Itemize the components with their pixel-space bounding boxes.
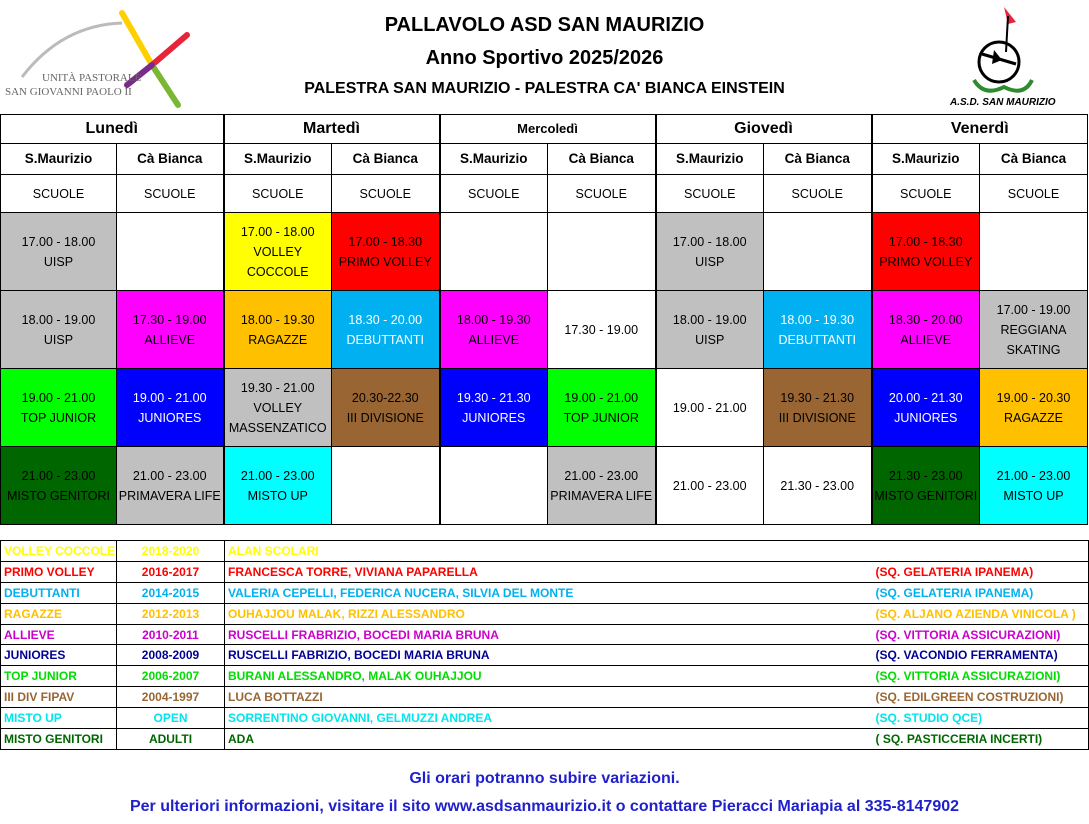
legend-team: VOLLEY COCCOLE bbox=[1, 541, 117, 562]
scuole-cell: SCUOLE bbox=[332, 175, 440, 213]
site-header: Cà Bianca bbox=[980, 144, 1088, 175]
slot-team: REGGIANA bbox=[1000, 322, 1067, 337]
schedule-cell bbox=[117, 291, 224, 369]
legend-row bbox=[1, 541, 1089, 562]
slot-team: PRIMO VOLLEY bbox=[879, 254, 973, 269]
scuole-cell: SCUOLE bbox=[656, 175, 764, 213]
legend-years: 2004-1997 bbox=[117, 687, 225, 708]
slot-time: 21.00 - 23.00 bbox=[240, 468, 315, 483]
day-header: Giovedì bbox=[656, 115, 872, 144]
schedule-cell bbox=[548, 447, 656, 525]
scuole-cell: SCUOLE bbox=[1, 175, 117, 213]
slot-time: 19.00 - 20.30 bbox=[996, 390, 1071, 405]
slot-team: VOLLEY bbox=[253, 400, 303, 415]
slot-team: COCCOLE bbox=[246, 264, 309, 279]
teams-legend-table bbox=[0, 540, 1089, 750]
slot-time: 20.00 - 21.30 bbox=[888, 390, 963, 405]
legend-years: 2012-2013 bbox=[117, 603, 225, 624]
slot-team: JUNIORES bbox=[894, 410, 958, 425]
days-row bbox=[1, 115, 1088, 144]
slot-team: JUNIORES bbox=[138, 410, 202, 425]
day-header: Lunedì bbox=[1, 115, 224, 144]
footer-notice: Gli orari potranno subire variazioni. bbox=[409, 770, 680, 787]
slot-time: 19.00 - 21.00 bbox=[564, 390, 639, 405]
schedule-cell bbox=[224, 447, 332, 525]
time-slot-row bbox=[1, 291, 1088, 369]
legend-row bbox=[1, 645, 1089, 666]
slot-team: UISP bbox=[43, 332, 74, 347]
legend-years: 2014-2015 bbox=[117, 582, 225, 603]
schedule-cell bbox=[656, 369, 764, 447]
slot-time: 21.30 - 23.00 bbox=[888, 468, 963, 483]
legend-sponsor: (SQ. STUDIO QCE) bbox=[873, 708, 1089, 729]
schedule-cell bbox=[548, 369, 656, 447]
schedule-cell bbox=[980, 291, 1088, 369]
site-header: S.Maurizio bbox=[1, 144, 117, 175]
legend-sponsor: ( SQ. PASTICCERIA INCERTI) bbox=[873, 729, 1089, 750]
legend-row bbox=[1, 561, 1089, 582]
legend-years: 2010-2011 bbox=[117, 624, 225, 645]
site-header: Cà Bianca bbox=[548, 144, 656, 175]
slot-team: TOP JUNIOR bbox=[20, 410, 97, 425]
schedule-cell bbox=[440, 447, 548, 525]
legend-years: 2016-2017 bbox=[117, 561, 225, 582]
schedule-cell bbox=[117, 213, 224, 291]
slot-team: ALLIEVE bbox=[900, 332, 952, 347]
slot-time: 19.30 - 21.00 bbox=[240, 380, 315, 395]
slot-time: 17.00 - 18.30 bbox=[888, 234, 963, 249]
slot-time: 18.30 - 20.00 bbox=[348, 312, 423, 327]
legend-sponsor: (SQ. EDILGREEN COSTRUZIONI) bbox=[873, 687, 1089, 708]
slot-time: 17.00 - 18.00 bbox=[240, 224, 315, 239]
legend-row bbox=[1, 603, 1089, 624]
slot-time: 17.30 - 19.00 bbox=[564, 322, 639, 337]
slot-team: ALLIEVE bbox=[468, 332, 520, 347]
time-slot-row bbox=[1, 369, 1088, 447]
site-header: S.Maurizio bbox=[656, 144, 764, 175]
legend-row bbox=[1, 687, 1089, 708]
slot-team: UISP bbox=[43, 254, 74, 269]
slot-team: PRIMAVERA LIFE bbox=[118, 488, 221, 503]
slot-team: UISP bbox=[695, 332, 725, 347]
slot-team: RAGAZZE bbox=[248, 332, 308, 347]
legend-sponsor: (SQ. ALJANO AZIENDA VINICOLA ) bbox=[873, 603, 1089, 624]
day-header: Martedì bbox=[224, 115, 440, 144]
slot-time: 19.00 - 21.00 bbox=[132, 390, 207, 405]
legend-row bbox=[1, 729, 1089, 750]
schedule-cell bbox=[764, 291, 872, 369]
slot-time: 18.30 - 20.00 bbox=[888, 312, 963, 327]
schedule-cell bbox=[1, 291, 117, 369]
slot-time: 21.00 - 23.00 bbox=[672, 478, 747, 493]
schedule-cell bbox=[980, 213, 1088, 291]
schedule-cell bbox=[872, 369, 980, 447]
logo-text-line1: UNITÀ PASTORALE bbox=[42, 72, 142, 84]
schedule-cell bbox=[117, 447, 224, 525]
schedule-cell bbox=[1, 447, 117, 525]
slot-time: 17.00 - 18.00 bbox=[672, 234, 747, 249]
scuole-row bbox=[1, 175, 1088, 213]
slot-team: MISTO GENITORI bbox=[874, 488, 978, 503]
legend-years: OPEN bbox=[117, 708, 225, 729]
slot-time: 21.30 - 23.00 bbox=[780, 478, 855, 493]
slot-team: MASSENZATICO bbox=[228, 420, 327, 435]
slot-time: 21.00 - 23.00 bbox=[996, 468, 1071, 483]
schedule-cell bbox=[440, 291, 548, 369]
slot-time: 18.00 - 19.30 bbox=[456, 312, 531, 327]
schedule-cell bbox=[872, 213, 980, 291]
sites-row bbox=[1, 144, 1088, 175]
slot-time: 18.00 - 19.00 bbox=[21, 312, 96, 327]
legend-years: 2018-2020 bbox=[117, 541, 225, 562]
schedule-cell bbox=[656, 447, 764, 525]
schedule-cell bbox=[224, 291, 332, 369]
slot-time: 19.30 - 21.30 bbox=[780, 390, 855, 405]
legend-years: ADULTI bbox=[117, 729, 225, 750]
slot-team: ALLIEVE bbox=[144, 332, 196, 347]
schedule-cell bbox=[656, 291, 764, 369]
scuole-cell: SCUOLE bbox=[980, 175, 1088, 213]
legend-row bbox=[1, 708, 1089, 729]
legend-coaches: ALAN SCOLARI bbox=[225, 541, 873, 562]
schedule-cell bbox=[872, 291, 980, 369]
legend-team: ALLIEVE bbox=[1, 624, 117, 645]
slot-team: SKATING bbox=[1006, 342, 1061, 357]
site-header: S.Maurizio bbox=[872, 144, 980, 175]
legend-team: PRIMO VOLLEY bbox=[1, 561, 117, 582]
slot-team: PRIMAVERA LIFE bbox=[550, 488, 653, 503]
legend-coaches: ADA bbox=[225, 729, 873, 750]
schedule-cell bbox=[117, 369, 224, 447]
site-header: Cà Bianca bbox=[332, 144, 440, 175]
legend-coaches: FRANCESCA TORRE, VIVIANA PAPARELLA bbox=[225, 561, 873, 582]
time-slot-row bbox=[1, 213, 1088, 291]
slot-time: 17.00 - 18.30 bbox=[348, 234, 423, 249]
slot-team: III DIVISIONE bbox=[778, 410, 856, 425]
schedule-cell bbox=[332, 213, 440, 291]
site-header: Cà Bianca bbox=[117, 144, 224, 175]
schedule-cell bbox=[548, 213, 656, 291]
schedule-cell bbox=[980, 369, 1088, 447]
slot-team: TOP JUNIOR bbox=[563, 410, 639, 425]
legend-team: III DIV FIPAV bbox=[1, 687, 117, 708]
slot-team: DEBUTTANTI bbox=[778, 332, 857, 347]
time-slot-row bbox=[1, 447, 1088, 525]
slot-team: JUNIORES bbox=[462, 410, 526, 425]
slot-time: 18.00 - 19.00 bbox=[672, 312, 747, 327]
schedule-cell bbox=[764, 369, 872, 447]
scuole-cell: SCUOLE bbox=[117, 175, 224, 213]
day-header: Mercoledì bbox=[440, 115, 656, 144]
slot-time: 18.00 - 19.30 bbox=[240, 312, 315, 327]
slot-team: DEBUTTANTI bbox=[346, 332, 425, 347]
legend-years: 2006-2007 bbox=[117, 666, 225, 687]
scuole-cell: SCUOLE bbox=[224, 175, 332, 213]
slot-time: 21.00 - 23.00 bbox=[21, 468, 96, 483]
footer-contact: Per ulteriori informazioni, visitare il sito www.asdsanmaurizio.it o contattare Pieracci Mariapia al 335-8147902 bbox=[129, 798, 960, 815]
season-title: Anno Sportivo 2025/2026 bbox=[425, 47, 664, 69]
legend-sponsor: (SQ. GELATERIA IPANEMA) bbox=[873, 582, 1089, 603]
legend-team: JUNIORES bbox=[1, 645, 117, 666]
scuole-cell: SCUOLE bbox=[872, 175, 980, 213]
schedule-cell bbox=[980, 447, 1088, 525]
legend-coaches: OUHAJJOU MALAK, RIZZI ALESSANDRO bbox=[225, 603, 873, 624]
schedule-cell bbox=[1, 369, 117, 447]
schedule-cell bbox=[1, 213, 117, 291]
legend-coaches: VALERIA CEPELLI, FEDERICA NUCERA, SILVIA DEL MONTE bbox=[225, 582, 873, 603]
slot-time: 19.00 - 21.00 bbox=[672, 400, 747, 415]
slot-time: 19.00 - 21.00 bbox=[21, 390, 96, 405]
slot-time: 17.30 - 19.00 bbox=[132, 312, 207, 327]
scuole-cell: SCUOLE bbox=[440, 175, 548, 213]
legend-years: 2008-2009 bbox=[117, 645, 225, 666]
logo-caption: A.S.D. SAN MAURIZIO bbox=[950, 97, 1056, 108]
schedule-cell bbox=[224, 369, 332, 447]
weekly-schedule-table bbox=[0, 114, 1088, 525]
slot-team: MISTO UP bbox=[1003, 488, 1064, 503]
legend-coaches: SORRENTINO GIOVANNI, GELMUZZI ANDREA bbox=[225, 708, 873, 729]
site-header: S.Maurizio bbox=[440, 144, 548, 175]
schedule-cell bbox=[656, 213, 764, 291]
legend-team: RAGAZZE bbox=[1, 603, 117, 624]
schedule-cell bbox=[548, 291, 656, 369]
slot-time: 17.00 - 18.00 bbox=[21, 234, 96, 249]
schedule-cell bbox=[440, 369, 548, 447]
legend-team: MISTO GENITORI bbox=[1, 729, 117, 750]
logo-text-line2: SAN GIOVANNI PAOLO II bbox=[5, 86, 132, 98]
schedule-cell bbox=[332, 291, 440, 369]
slot-team: PRIMO VOLLEY bbox=[338, 254, 432, 269]
schedule-cell bbox=[764, 447, 872, 525]
scuole-cell: SCUOLE bbox=[764, 175, 872, 213]
legend-coaches: RUSCELLI FRABRIZIO, BOCEDI MARIA BRUNA bbox=[225, 624, 873, 645]
schedule-cell bbox=[440, 213, 548, 291]
legend-sponsor bbox=[873, 541, 1089, 562]
slot-team: MISTO UP bbox=[247, 488, 308, 503]
legend-row bbox=[1, 666, 1089, 687]
legend-coaches: RUSCELLI FABRIZIO, BOCEDI MARIA BRUNA bbox=[225, 645, 873, 666]
slot-team: RAGAZZE bbox=[1003, 410, 1064, 425]
gyms-subtitle: PALESTRA SAN MAURIZIO - PALESTRA CA' BIANCA EINSTEIN bbox=[304, 80, 785, 97]
legend-team: DEBUTTANTI bbox=[1, 582, 117, 603]
slot-time: 19.30 - 21.30 bbox=[456, 390, 531, 405]
legend-coaches: BURANI ALESSANDRO, MALAK OUHAJJOU bbox=[225, 666, 873, 687]
legend-row bbox=[1, 624, 1089, 645]
slot-time: 18.00 - 19.30 bbox=[780, 312, 855, 327]
legend-sponsor: (SQ. VACONDIO FERRAMENTA) bbox=[873, 645, 1089, 666]
schedule-cell bbox=[332, 447, 440, 525]
schedule-cell bbox=[332, 369, 440, 447]
legend-sponsor: (SQ. GELATERIA IPANEMA) bbox=[873, 561, 1089, 582]
legend-team: MISTO UP bbox=[1, 708, 117, 729]
slot-time: 21.00 - 23.00 bbox=[564, 468, 639, 483]
legend-team: TOP JUNIOR bbox=[1, 666, 117, 687]
site-header: S.Maurizio bbox=[224, 144, 332, 175]
page-title: PALLAVOLO ASD SAN MAURIZIO bbox=[384, 14, 705, 36]
schedule-cell bbox=[764, 213, 872, 291]
day-header: Venerdì bbox=[872, 115, 1088, 144]
slot-team: VOLLEY bbox=[253, 244, 303, 259]
slot-team: MISTO GENITORI bbox=[6, 488, 111, 503]
legend-row bbox=[1, 582, 1089, 603]
schedule-cell bbox=[224, 213, 332, 291]
scuole-cell: SCUOLE bbox=[548, 175, 656, 213]
site-header: Cà Bianca bbox=[764, 144, 872, 175]
slot-time: 17.00 - 19.00 bbox=[996, 302, 1071, 317]
slot-time: 21.00 - 23.00 bbox=[132, 468, 207, 483]
schedule-cell bbox=[872, 447, 980, 525]
legend-coaches: LUCA BOTTAZZI bbox=[225, 687, 873, 708]
legend-sponsor: (SQ. VITTORIA ASSICURAZIONI) bbox=[873, 624, 1089, 645]
slot-team: III DIVISIONE bbox=[346, 410, 424, 425]
legend-sponsor: (SQ. VITTORIA ASSICURAZIONI) bbox=[873, 666, 1089, 687]
slot-team: UISP bbox=[695, 254, 725, 269]
slot-time: 20.30-22.30 bbox=[351, 390, 419, 405]
